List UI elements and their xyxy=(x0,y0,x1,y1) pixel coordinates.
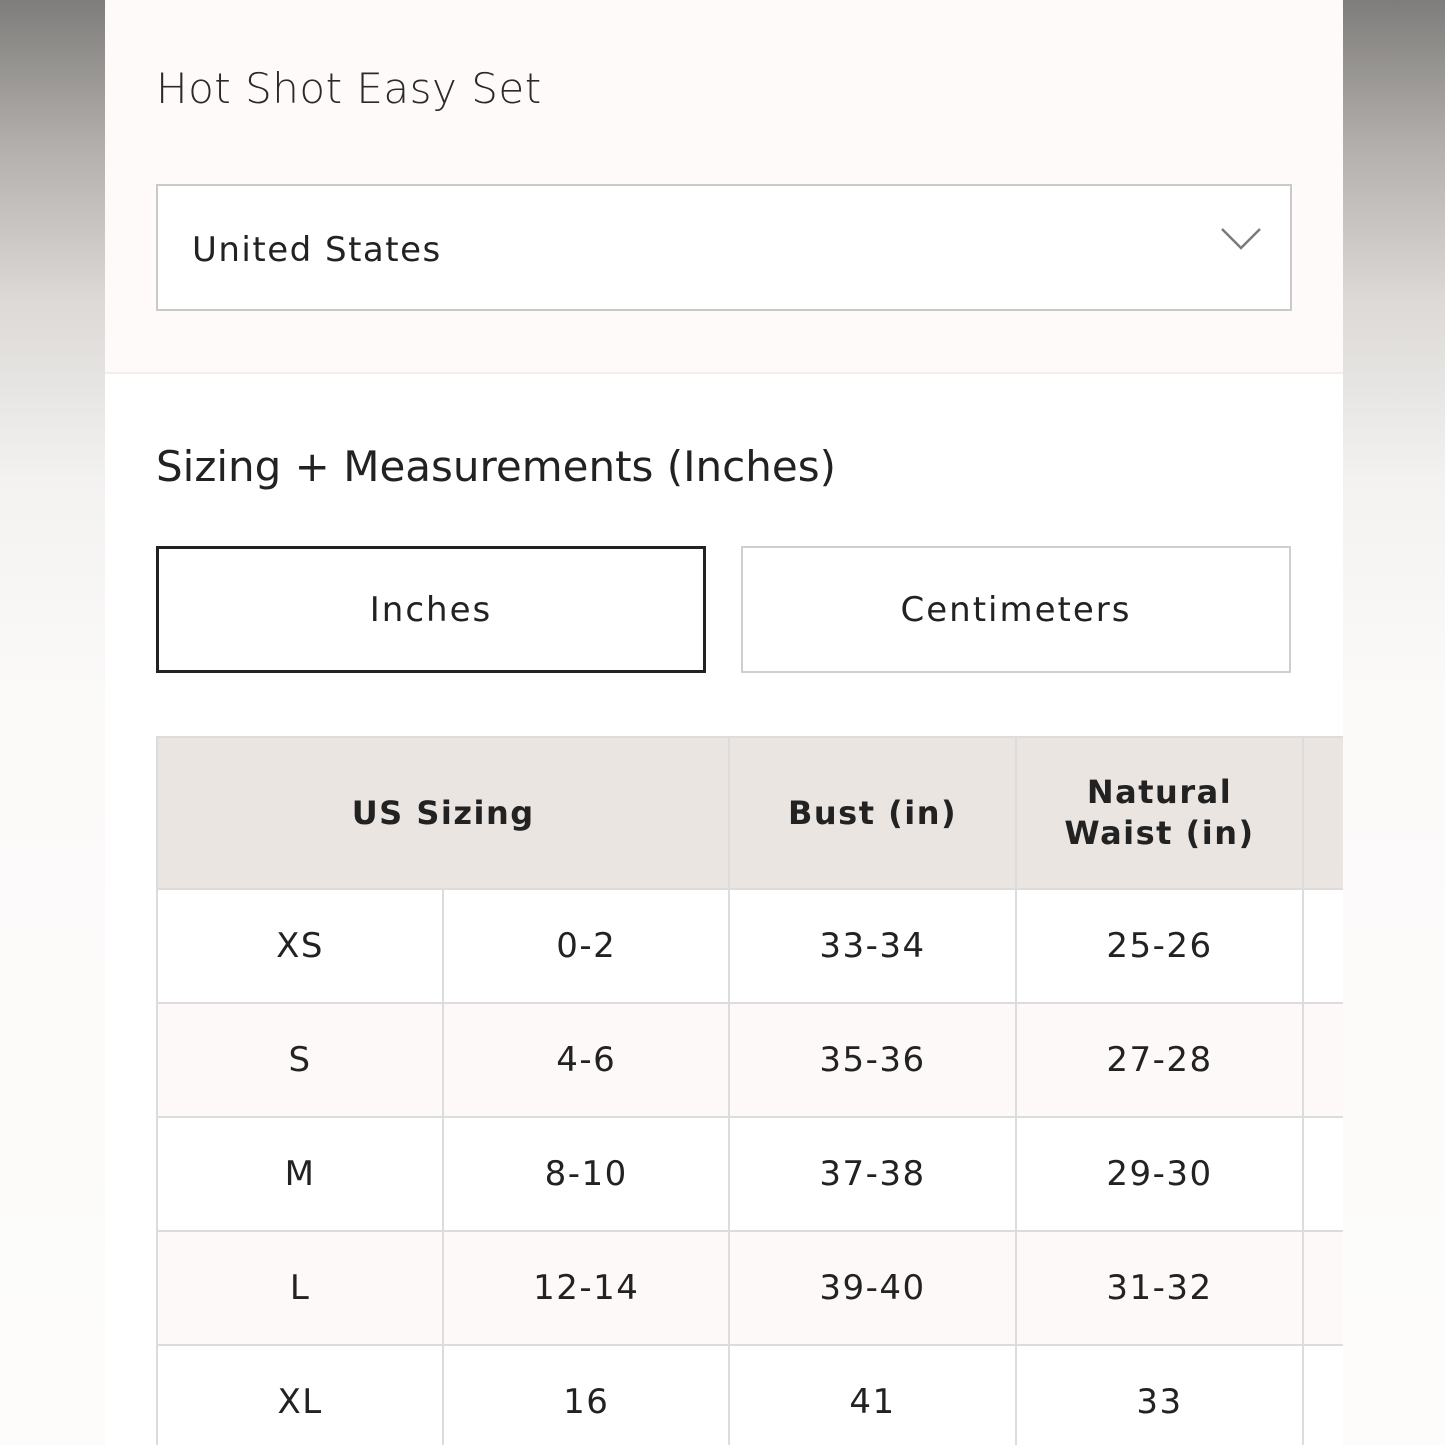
size-chart-table xyxy=(156,736,1343,1445)
cell-size: L xyxy=(157,1231,443,1345)
table-row xyxy=(157,1003,1343,1117)
table-header-row xyxy=(157,737,1343,889)
cell-bust: 41 xyxy=(729,1345,1015,1445)
cell-hidden xyxy=(1303,1117,1343,1231)
table-row xyxy=(157,1231,1343,1345)
cell-size: M xyxy=(157,1117,443,1231)
table-row xyxy=(157,889,1343,1003)
cell-hidden xyxy=(1303,1003,1343,1117)
cell-size: S xyxy=(157,1003,443,1117)
cell-size: XS xyxy=(157,889,443,1003)
cell-waist: 33 xyxy=(1016,1345,1304,1445)
header-hidden-column xyxy=(1303,737,1343,889)
cell-hidden xyxy=(1303,1345,1343,1445)
country-select[interactable] xyxy=(156,184,1292,311)
product-title: Hot Shot Easy Set xyxy=(156,64,542,113)
cell-us-size: 8-10 xyxy=(443,1117,729,1231)
inches-toggle-button[interactable]: Inches xyxy=(156,546,706,673)
cell-hidden xyxy=(1303,1231,1343,1345)
cell-waist: 25-26 xyxy=(1016,889,1304,1003)
cell-us-size: 0-2 xyxy=(443,889,729,1003)
header-natural-waist: Natural Waist (in) xyxy=(1016,737,1304,889)
sizing-section-title: Sizing + Measurements (Inches) xyxy=(156,442,836,491)
product-header-section xyxy=(105,0,1343,374)
cell-hidden xyxy=(1303,889,1343,1003)
country-select-value: United States xyxy=(192,230,442,270)
cell-us-size: 4-6 xyxy=(443,1003,729,1117)
cell-bust: 33-34 xyxy=(729,889,1015,1003)
table-row xyxy=(157,1345,1343,1445)
header-bust: Bust (in) xyxy=(729,737,1015,889)
centimeters-toggle-button[interactable]: Centimeters xyxy=(741,546,1291,673)
header-us-sizing: US Sizing xyxy=(157,737,729,889)
cell-us-size: 16 xyxy=(443,1345,729,1445)
cell-bust: 39-40 xyxy=(729,1231,1015,1345)
cell-bust: 35-36 xyxy=(729,1003,1015,1117)
cell-waist: 29-30 xyxy=(1016,1117,1304,1231)
cell-waist: 27-28 xyxy=(1016,1003,1304,1117)
cell-waist: 31-32 xyxy=(1016,1231,1304,1345)
cell-us-size: 12-14 xyxy=(443,1231,729,1345)
chevron-down-icon xyxy=(1220,226,1262,252)
cell-bust: 37-38 xyxy=(729,1117,1015,1231)
cell-size: XL xyxy=(157,1345,443,1445)
table-row xyxy=(157,1117,1343,1231)
size-guide-panel xyxy=(105,0,1343,1445)
